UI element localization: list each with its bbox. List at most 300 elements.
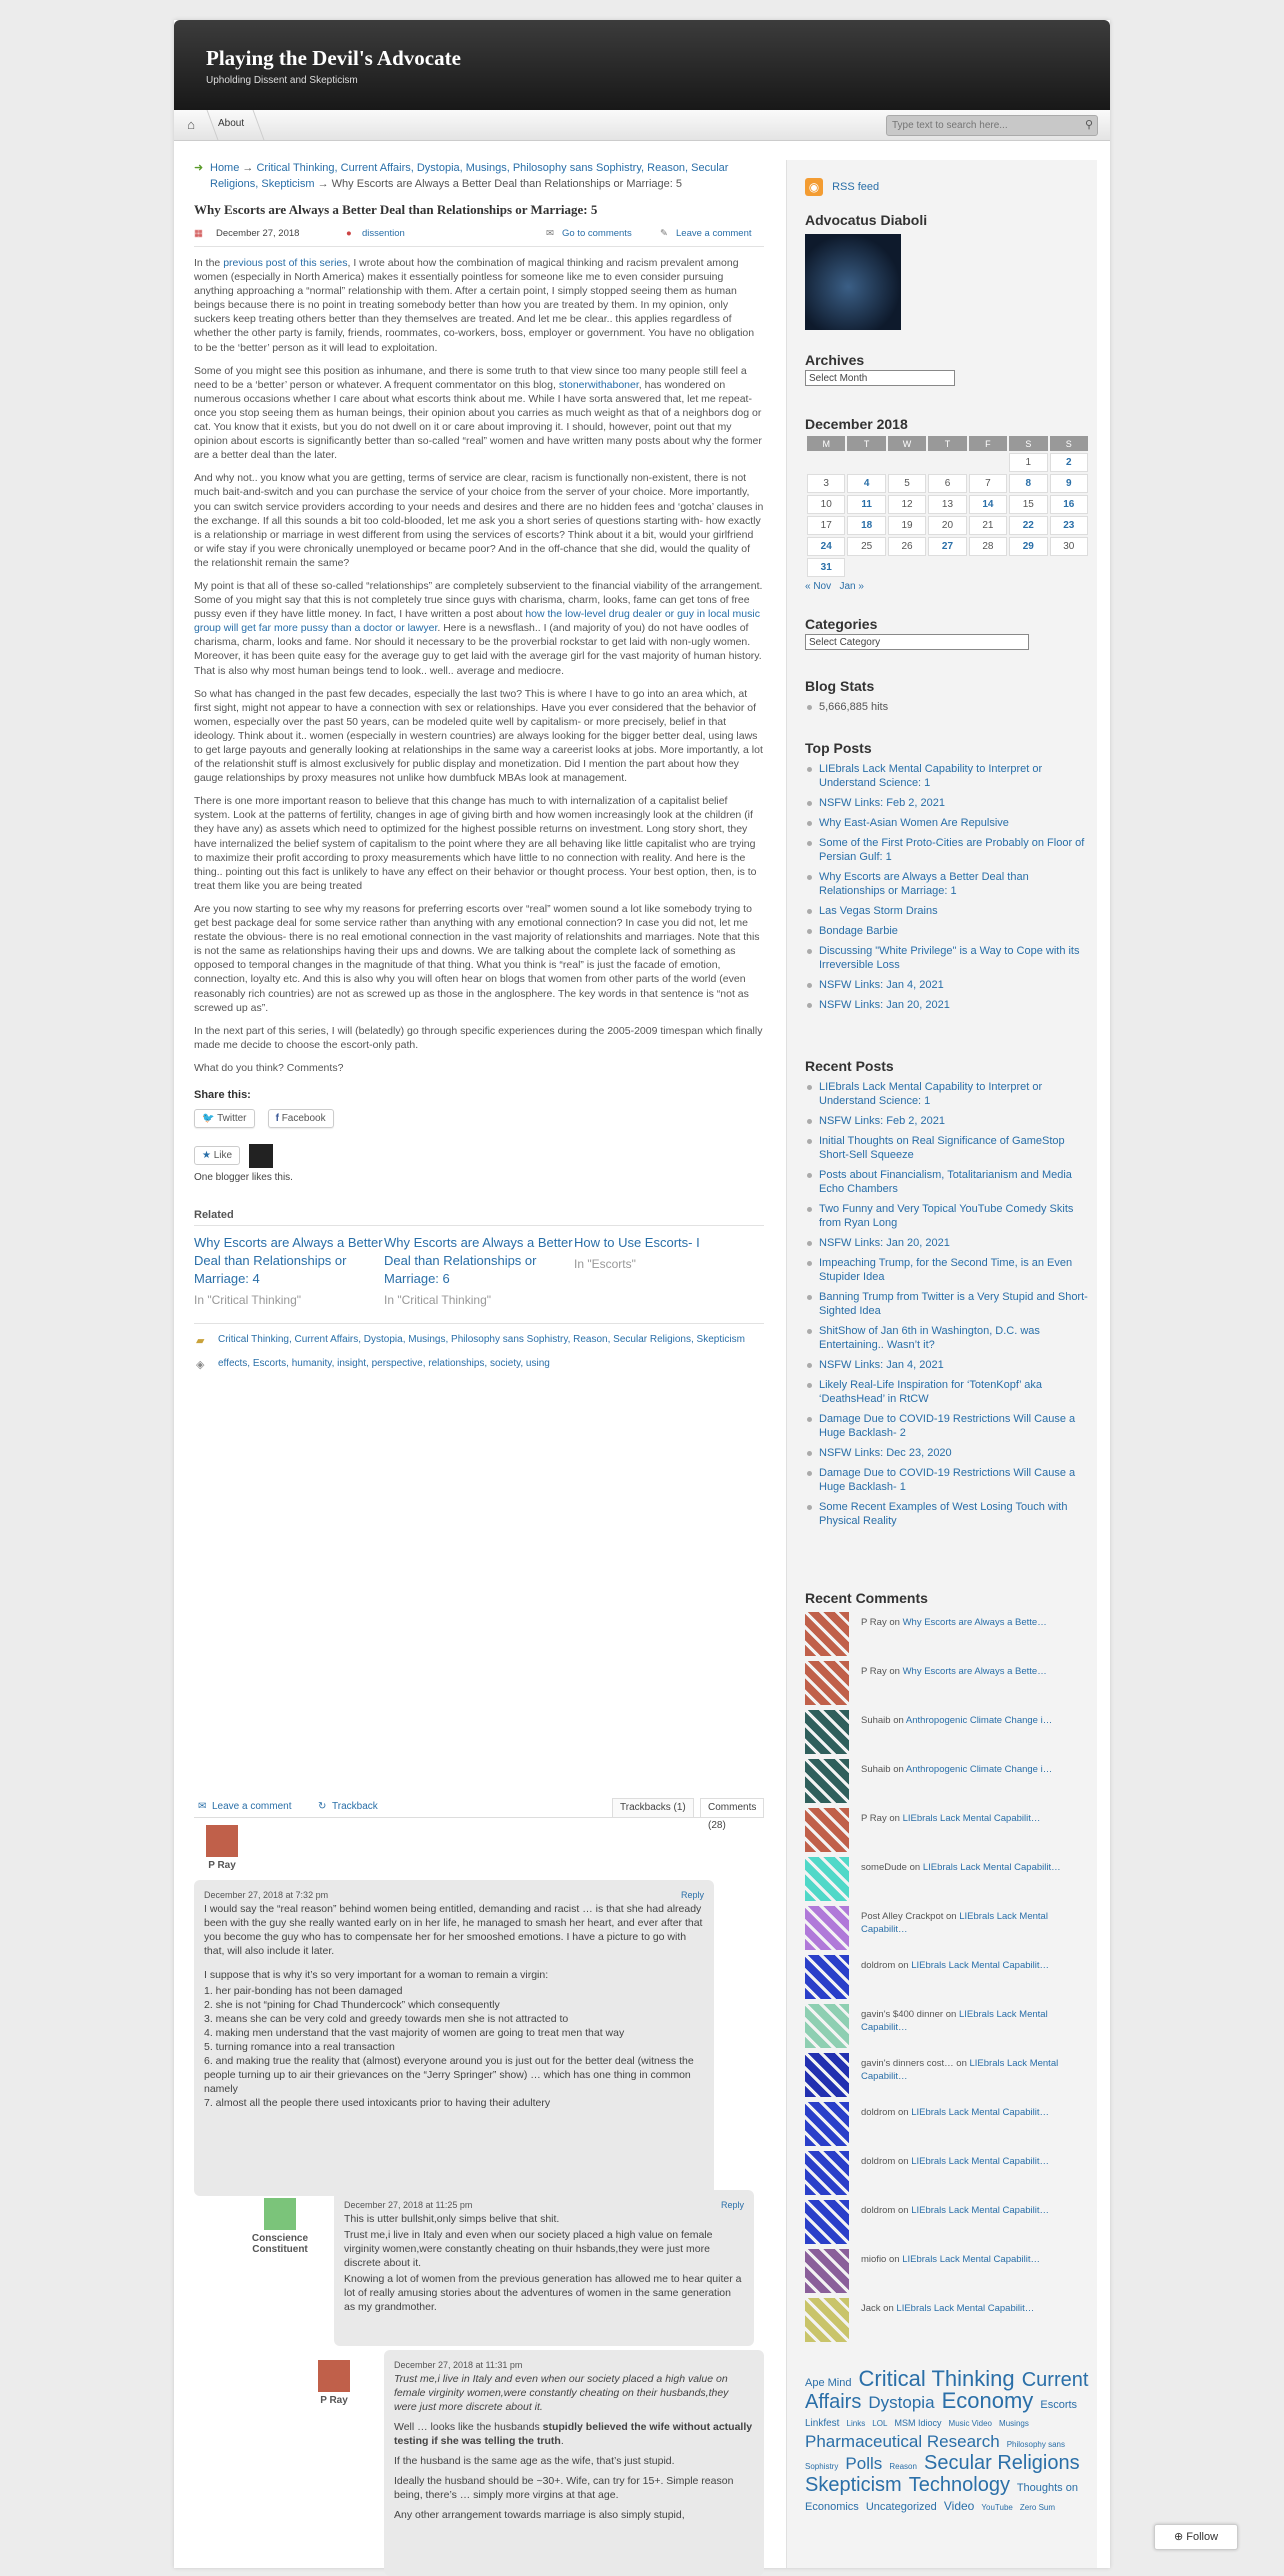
recent-post-link[interactable]: NSFW Links: Feb 2, 2021 [805,1114,1090,1128]
comment-list-item: 3. means she can be very cold and greedy towards men she is not attracted to [204,2013,569,2025]
paragraph: In the next part of this series, I will (belatedly) go through specific experiences during the 2005-2009 timespan which finally made me decide to choose the escort-only path. [194,1024,763,1051]
recent-post-link[interactable]: Some Recent Examples of West Losing Touch with Physical Reality [805,1500,1090,1528]
comment [384,2350,764,2576]
tag-links[interactable]: effects, Escorts, humanity, insight, perspective, relationships, society, using [218,1357,550,1369]
comment-author[interactable]: gavin's dinners cost… [861,2058,954,2069]
commenter-avatar[interactable] [805,2102,849,2146]
text: In the [194,257,224,269]
related-category: In "Escorts" [574,1256,636,1271]
comment-list-item: 2. she is not “pining for Chad Thundercock” which consequently [204,1999,500,2011]
calendar-day: 5 [888,474,926,493]
calendar-pad [1009,558,1047,577]
text: Some of you might see this position as inhumane, and there is some truth to that view since too many people still feel a need to be a ‘better’ person or whatever. A frequent commentator on this blog, [194,364,747,391]
archives-select[interactable]: Select Month [805,370,955,386]
comment-author[interactable]: P Ray [861,1813,887,1824]
recent-post-link[interactable]: ShitShow of Jan 6th in Washington, D.C. was Entertaining.. Wasn’t it? [805,1324,1090,1352]
commenter-avatar[interactable] [805,2200,849,2244]
rss-icon[interactable]: ◉ [805,178,823,196]
text-bold: stupidly believed the wife without actually testing if she was telling the truth [394,2421,753,2447]
paragraph [194,579,764,678]
calendar-day-link[interactable]: 9 [1050,474,1088,493]
calendar-day: 20 [928,516,966,535]
top-posts-list [805,762,1090,1012]
breadcrumb-current: Why Escorts are Always a Better Deal than Relationships or Marriage: 5 [331,178,682,190]
recent-comment-text [861,1910,1089,1936]
calendar-pad [847,453,885,472]
widget-heading: Archives [805,352,865,368]
author-icon: ● [346,228,352,239]
top-post-link[interactable]: Las Vegas Storm Drains [805,904,1090,918]
breadcrumb-categories[interactable]: Critical Thinking, Current Affairs, Dystopia, Musings, Philosophy sans Sophistry, Reason, Secular Religions, Skepticism [210,162,729,190]
recent-comment-text [861,1959,1089,1972]
calendar-day-link[interactable]: 23 [1050,516,1088,535]
commenter-avatar[interactable] [805,2298,849,2342]
search-icon[interactable]: ⚲ [1084,119,1093,131]
breadcrumb-home[interactable]: Home [210,162,240,174]
recent-comment-item [805,1808,1090,1852]
text: on [895,2205,912,2216]
comment-quote: Trust me,i live in Italy and even when our society placed a high value on female virginity women,were constantly cheating on their husbands,they were just more discrete about it. [394,2373,729,2413]
calendar-day: 6 [928,474,966,493]
text: on [886,2254,903,2265]
tag-link[interactable]: Secular Religions [923,2452,1080,2474]
recent-comment-item [805,2298,1090,2342]
comment-author[interactable]: P Ray [208,1860,236,1871]
comment-date[interactable]: December 27, 2018 at 11:25 pm [344,2200,473,2210]
calendar-prev-link[interactable]: « Nov [805,581,832,592]
main-content [194,160,764,1372]
top-post-link[interactable]: NSFW Links: Jan 4, 2021 [805,978,1090,992]
share-title: Share this: [194,1088,251,1101]
top-post-link[interactable]: Discussing "White Privilege" is a Way to Cope with its Irreversible Loss [805,944,1090,972]
recent-comment-text [861,2057,1089,2083]
calendar-day-link[interactable]: 8 [1009,474,1047,493]
comment-icon: ✉ [546,228,554,239]
comment-text: I suppose that is why it’s so very important for a woman to remain a virgin: [204,1969,549,1981]
site-title[interactable]: Playing the Devil's Advocate [206,46,461,70]
tag-link[interactable]: YouTube [981,2503,1013,2512]
tag-link[interactable]: Skepticism [805,2474,902,2496]
recent-comment-item [805,1906,1090,1950]
tag-link[interactable]: Reason [889,2462,917,2471]
label: Facebook [281,1112,326,1124]
recent-post-link[interactable]: NSFW Links: Jan 4, 2021 [805,1358,1090,1372]
calendar-day: 30 [1050,537,1088,556]
comment-author[interactable]: Suhaib [861,1764,891,1775]
breadcrumb-separator: → [317,178,329,190]
text: on [895,1960,912,1971]
tag-cloud-widget [805,2366,1090,2517]
commenter-avatar[interactable] [206,1825,238,1857]
paragraph [194,256,764,355]
text: on [906,1862,923,1873]
commenter-avatar[interactable] [805,1710,849,1754]
tag-link[interactable]: Video [943,2499,975,2513]
top-post-link[interactable]: Bondage Barbie [805,924,1090,938]
top-post-link[interactable]: Some of the First Proto-Cities are Probably on Floor of Persian Gulf: 1 [805,836,1090,864]
tab-comments[interactable]: Comments (28) [700,1798,764,1817]
recent-post-link[interactable]: Damage Due to COVID-19 Restrictions Will Cause a Huge Backlash- 2 [805,1412,1090,1440]
post-title[interactable]: Why Escorts are Always a Better Deal than Relationships or Marriage: 5 [194,202,598,217]
tag-link[interactable]: Musings [999,2419,1029,2428]
tag-link[interactable]: Technology [908,2474,1010,2496]
twitter-icon: 🐦 [202,1112,215,1124]
leave-comment-link[interactable]: Leave a comment [676,228,752,239]
tag-link[interactable]: Music Video [948,2419,992,2428]
comment-text: Trust me,i live in Italy and even when our society placed a high value on female virginity women,were constantly cheating on thuir hsbands,they were just more discrete about it. [344,2229,713,2269]
recent-post-link[interactable]: NSFW Links: Jan 20, 2021 [805,1236,1090,1250]
commenter-avatar[interactable] [805,1955,849,1999]
commenter-avatar[interactable] [264,2198,296,2230]
text: on [880,2303,897,2314]
reply-button[interactable]: Reply [680,1890,704,1900]
text: , I wrote about how the combination of magical thinking and racism prevalent among women (especially in North America) makes it essentially pointless for someone like me to even consider pursuing anything approaching a “normal” relationship with them. After a certain point, I simply stopped seeing them as human beings because there is no point in treating somebody better than how you are treated by them. In my opinion, only suckers keep treating others better than they themselves are treated. And let me be clear.. this applies regardless of whether the other party is family, friends, roommates, co-workers, boss, employer or government. You have no obligation to be the ‘better’ person as it will lead to exploitation. [194,257,755,354]
recent-comment-post-link[interactable]: Anthropogenic Climate Change i… [905,1764,1053,1775]
commenter-link[interactable]: stonerwithaboner [558,378,639,391]
tag-link[interactable]: Links [846,2419,866,2428]
calendar-day: 7 [969,474,1007,493]
tag-link[interactable]: LOL [872,2419,888,2428]
text: . Here is a newsflash.. I (and majority of you) do not have oodles of charisma, charm, looks and fame. Nor should it necessary to be the proverbial rockstar to get laid with non-ugly women. Moreover, it has been quite easy for the average guy to get laid with the average girl for the vast majority of human history. That is also why most human beings tend to look.. well.. average and mediocre. [194,622,762,677]
widget-heading: Recent Posts [805,1058,894,1074]
tag-link[interactable]: Thoughts on Economics [805,2482,1078,2513]
calendar-day-link[interactable]: 31 [807,558,845,577]
trackback-icon: ↻ [318,1801,327,1812]
calendar-day-link[interactable]: 2 [1050,453,1088,472]
commenter-avatar[interactable] [805,1808,849,1852]
comment-author[interactable]: Jack [861,2303,881,2314]
site-header [174,20,1110,110]
weekday-header: F [969,436,1007,451]
comment-author[interactable]: doldrom [861,1960,896,1971]
top-post-link[interactable]: NSFW Links: Feb 2, 2021 [805,796,1090,810]
rss-widget [805,178,1090,198]
recent-comment-text [861,1763,1089,1776]
calendar-day: 26 [888,537,926,556]
recent-comment-post-link[interactable]: LIEbrals Lack Mental Capabilit… [902,2254,1041,2265]
tag-link[interactable]: MSM Idiocy [894,2418,942,2428]
comment-list-item: 5. turning romance into a real transaction [204,2041,395,2053]
recent-comment-post-link[interactable]: LIEbrals Lack Mental Capabilit… [861,2009,1048,2033]
top-post-link[interactable]: LIEbrals Lack Mental Capability to Interpret or Understand Science: 1 [805,762,1090,790]
related-link[interactable]: Why Escorts are Always a Better Deal than Relationships or Marriage: 6 [384,1234,573,1286]
recent-comment-item [805,1955,1090,1999]
paragraph: So what has changed in the past few decades, especially the last two? This is where I have to go into an area which, at first sight, might not appear to have a connection with sex or relationships. Have you ever considered that the behavior of women, especially over the past 50 years, can be modeled quite well by capitalism- or more precisely, belief in that ideology. Think about it.. women (especially in western countries) are always looking for the bigger better deal, using laws to get large payouts and generally looking at relationships in the same way a careerist looks at jobs. More importantly, a lot of the relationshit stuff is almost exclusively for public display and monetization. Did I mention the part about how they gauge relationships by proxy measures not unlike how dumbfuck MBAs look at management. [194,687,763,785]
stats-value: 5,666,885 hits [805,700,1090,714]
calendar-next-link[interactable]: Jan » [839,581,864,592]
related-item [384,1234,574,1309]
recent-posts-list [805,1080,1090,1528]
tag-link[interactable]: Escorts [1040,2399,1078,2411]
comment-text: Any other arrangement towards marriage is also simply stupid, [394,2509,685,2521]
comment-author[interactable]: Conscience Constituent [251,2233,309,2255]
comment-date[interactable]: December 27, 2018 at 7:32 pm [204,1890,329,1900]
recent-comment-text [861,2204,1089,2217]
widget-heading: Top Posts [805,740,872,756]
calendar-pad [847,558,885,577]
comment-author[interactable]: doldrom [861,2107,896,2118]
calendar-day-link[interactable]: 4 [847,474,885,493]
previous-post-link[interactable]: previous post of this series [223,257,348,269]
calendar-pad [969,453,1007,472]
follow-button[interactable] [1154,2524,1238,2550]
related-heading: Related [194,1209,764,1226]
related-posts [194,1234,764,1309]
tag-link[interactable]: Ape Mind [805,2377,852,2389]
commenter-avatar[interactable] [318,2360,350,2392]
related-item [574,1234,764,1309]
recent-post-link[interactable]: Damage Due to COVID-19 Restrictions Will Cause a Huge Backlash- 1 [805,1466,1090,1494]
commenter-avatar[interactable] [805,1661,849,1705]
label: Like [213,1150,233,1162]
calendar-day-link[interactable]: 24 [807,537,845,556]
breadcrumb [194,160,764,192]
calendar-day-link[interactable]: 27 [928,537,966,556]
related-link[interactable]: Why Escorts are Always a Better Deal than Relationships or Marriage: 4 [194,1234,383,1286]
profile-image[interactable] [805,234,901,330]
calendar-day: 1 [1009,453,1047,472]
star-icon: ★ [202,1150,211,1162]
text: on [886,1617,903,1628]
paragraph: What do you think? Comments? [194,1061,344,1074]
calendar-day-link[interactable]: 14 [969,495,1007,514]
calendar-day-link[interactable]: 16 [1050,495,1088,514]
folder-icon: ▰ [196,1334,205,1347]
tag-link[interactable]: Pharmaceutical Research [805,2432,1000,2451]
recent-post-link[interactable]: Banning Trump from Twitter is a Very Stupid and Short-Sighted Idea [805,1290,1090,1318]
tag-cloud [805,2366,1090,2517]
commenter-avatar[interactable] [805,1857,849,1901]
calendar-day-link[interactable]: 11 [847,495,885,514]
recent-comment-item [805,2249,1090,2293]
text: on [943,2009,959,2020]
calendar-pad [807,453,845,472]
recent-comment-item [805,2200,1090,2244]
calendar-day: 25 [847,537,885,556]
widget-heading: Blog Stats [805,678,875,694]
top-post-link[interactable]: Why Escorts are Always a Better Deal than Relationships or Marriage: 1 [805,870,1090,898]
calendar-day: 3 [807,474,845,493]
recent-comment-item [805,1759,1090,1803]
comment-author[interactable]: P Ray [861,1617,887,1628]
post-body [194,256,764,1075]
recent-comment-text [861,1665,1089,1678]
recent-comment-item [805,2102,1090,2146]
comment-author[interactable]: Post Alley Crackpot [861,1911,944,1922]
twitter-share-button[interactable] [194,1109,255,1128]
tag-link[interactable]: Linkfest [805,2418,840,2429]
rss-feed-link[interactable]: RSS feed [832,180,880,193]
comment-author[interactable]: doldrom [861,2156,896,2167]
calendar-caption: December 2018 [805,416,908,432]
related-category: In "Critical Thinking" [384,1292,492,1307]
calendar-day: 17 [807,516,845,535]
recent-post-link[interactable]: Posts about Financialism, Totalitarianism and Media Echo Chambers [805,1168,1090,1196]
recent-comments-widget [805,1590,1090,2430]
post-categories [194,1323,764,1348]
calendar-day: 13 [928,495,966,514]
tag-link[interactable]: Critical Thinking [858,2366,1015,2391]
comment-text: Ideally the husband should be ~30+. Wife, can try for 15+. Simple reason being, there’s … simply more virgins at that age. [394,2475,734,2501]
comment-list-item: 6. and making true the reality that (almost) everyone around you is just out for the better deal (witness the people turning up to air their grievances on the “Jerry Springer” show) … which has one thing in common namely [204,2055,694,2095]
recent-comment-post-link[interactable]: LIEbrals Lack Mental Capabilit… [896,2303,1035,2314]
commenter-avatar[interactable] [805,1612,849,1656]
calendar-pad [1050,558,1088,577]
page-wrapper [174,20,1110,2568]
text: . [560,2435,564,2447]
recent-post-link[interactable]: LIEbrals Lack Mental Capability to Interpret or Understand Science: 1 [805,1080,1090,1108]
recent-comment-post-link[interactable]: LIEbrals Lack Mental Capabilit… [861,2058,1059,2082]
search-box [886,115,1098,136]
recent-comment-post-link[interactable]: Anthropogenic Climate Change i… [905,1715,1053,1726]
top-post-link[interactable]: NSFW Links: Jan 20, 2021 [805,998,1090,1012]
tag-link[interactable]: Polls [845,2454,883,2473]
comment-author[interactable]: someDude [861,1862,907,1873]
recent-comment-text [861,2302,1089,2315]
tab-trackbacks[interactable]: Trackbacks (1) [612,1798,694,1817]
comment-author[interactable]: P Ray [320,2395,348,2406]
calendar-pad [888,558,926,577]
recent-comment-post-link[interactable]: Why Escorts are Always a Bette… [902,1666,1047,1677]
like-box [194,1144,764,1183]
recent-post-link[interactable]: Impeaching Trump, for the Second Time, is an Even Stupider Idea [805,1256,1090,1284]
recent-post-link[interactable]: Two Funny and Very Topical YouTube Comedy Skits from Ryan Long [805,1202,1090,1230]
calendar-day-link[interactable]: 22 [1009,516,1047,535]
label: Twitter [217,1112,247,1124]
leave-comment-link[interactable]: Leave a comment [212,1801,292,1812]
calendar-day-link[interactable]: 29 [1009,537,1047,556]
post-tags [194,1348,764,1372]
post-date: December 27, 2018 [216,228,300,239]
comment-author[interactable]: gavin's $400 dinner [861,2009,944,2020]
tag-icon: ◈ [196,1358,205,1371]
archives-widget [805,352,1090,386]
recent-comment-post-link[interactable]: LIEbrals Lack Mental Capabilit… [902,1813,1041,1824]
search-input[interactable] [890,118,1074,133]
commenter-avatar[interactable] [805,2004,849,2048]
recent-comment-item [805,2151,1090,2195]
label: Follow [1186,2531,1219,2543]
tag-link[interactable]: Economy [941,2388,1034,2413]
home-icon[interactable]: ⌂ [187,117,195,132]
comment-author[interactable]: P Ray [861,1666,887,1677]
liker-avatar[interactable] [249,1144,273,1168]
commenter-avatar[interactable] [805,1906,849,1950]
categories-select[interactable]: Select Category [805,634,1029,650]
tag-link[interactable]: Zero Sum [1019,2503,1056,2512]
reply-button[interactable]: Reply [720,2200,744,2210]
tag-link[interactable]: Current Affairs [805,2369,1089,2413]
calendar-day-link[interactable]: 18 [847,516,885,535]
recent-comment-text [861,1861,1089,1874]
recent-comment-post-link[interactable]: Why Escorts are Always a Bette… [902,1617,1047,1628]
facebook-icon: f [275,1112,279,1124]
recent-comment-text [861,2106,1089,2119]
trackback-link[interactable]: Trackback [332,1801,378,1812]
calendar-day: 19 [888,516,926,535]
tag-link[interactable]: Dystopia [868,2393,935,2412]
recent-comment-post-link[interactable]: LIEbrals Lack Mental Capabilit… [911,2107,1050,2118]
like-button[interactable] [194,1146,240,1165]
commenter-avatar[interactable] [805,2249,849,2293]
paragraph: There is one more important reason to believe that this change has much to with internalization of a capitalist belief system. Look at the patterns of fertility, changes in age of giving birth and how women increasingly look at the children (if they have any) as assets which need to optimized for the highest possible returns on investment. Long story short, they have internalized the belief system of capitalism to the point where they are all behaving like little capitalist who are trying to maximize their profit according to proxy measurements which have little to no connection with reality. And here is the thing.. pointing out this fact is unlikely to have any effect on their behavior or thought process. Your best option, then, is to treat them like you are being treated [194,795,757,892]
recent-comment-text [861,1812,1089,1825]
commenter-avatar[interactable] [805,2151,849,2195]
commenter-avatar[interactable] [805,2053,849,2097]
recent-comment-item [805,2004,1090,2048]
facebook-share-button[interactable] [268,1109,334,1128]
recent-post-link[interactable]: NSFW Links: Dec 23, 2020 [805,1446,1090,1460]
text: on [886,1666,903,1677]
tag-link[interactable]: Philosophy sans Sophistry [805,2440,1065,2471]
tag-link[interactable]: Uncategorized [865,2501,937,2513]
recent-post-link[interactable]: Initial Thoughts on Real Significance of GameStop Short-Sell Squeeze [805,1134,1090,1162]
pencil-icon: ✎ [660,228,668,239]
calendar-pad [969,558,1007,577]
recent-comment-post-link[interactable]: LIEbrals Lack Mental Capabilit… [911,2156,1050,2167]
post-link[interactable]: how the low-level drug dealer or guy in local music group will get far more pussy than a doctor or lawyer [194,608,760,635]
weekday-header: T [928,436,966,451]
top-post-link[interactable]: Why East-Asian Women Are Repulsive [805,816,1090,830]
commenter-avatar[interactable] [805,1759,849,1803]
comment-list-item: 1. her pair-bonding has not been damaged [204,1985,403,1997]
calendar-nav [805,581,1090,592]
goto-comments-link[interactable]: Go to comments [562,228,632,239]
comment [194,1880,714,2196]
weekday-header: T [847,436,885,451]
categories-widget [805,616,1090,650]
recent-comment-post-link[interactable]: LIEbrals Lack Mental Capabilit… [861,1911,1048,1935]
related-link[interactable]: How to Use Escorts- I [574,1234,700,1250]
calendar-pad [928,558,966,577]
text: My point is that all of these so-called “relationships” are completely subservient to the financial viability of the arrangement. Some of you might say that this is not completely true since guys with charisma, charm, looks, fame can get tons of free pussy even if they have little money. In fact, I have written a post about [194,579,763,621]
like-note: One blogger likes this. [194,1171,293,1183]
recent-comment-post-link[interactable]: LIEbrals Lack Mental Capabilit… [922,1862,1061,1873]
recent-comment-post-link[interactable]: LIEbrals Lack Mental Capabilit… [911,2205,1050,2216]
comment-text: I would say the “real reason” behind women being entitled, demanding and racist … is that she had already been with the guy she really wanted early on in her life, he managed to smash her heart, and ever after that you become the guy who has to compensate her for her smooshed emotions. I have a picture to go with that, will also include it later. [204,1903,703,1957]
post-author[interactable]: dissention [362,228,405,239]
site-description: Upholding Dissent and Skepticism [206,75,358,86]
related-category: In "Critical Thinking" [194,1292,302,1307]
recent-comment-text [861,1714,1089,1727]
comment-author[interactable]: Suhaib [861,1715,891,1726]
category-links[interactable]: Critical Thinking, Current Affairs, Dystopia, Musings, Philosophy sans Sophistry, Reason, Secular Religions, Skepticism [218,1333,745,1345]
calendar-day: 28 [969,537,1007,556]
post-meta [194,226,764,247]
paragraph: And why not.. you know what you are getting, terms of service are clear, racism is functionally non-existent, there is not much bait-and-switch and you can purchase the service of your choice from the server of your choice. More importantly, you can switch service providers according to your needs and desires and there are no hidden fees and ‘gotcha’ clauses in the exchange. If all this sounds a bit too cold-blooded, let me ask you a short series of questions starting with- how exactly is a relationship or marriage in west different from using the services of escorts? Think about it a bit, would your girlfriend or wife stay if you were chronically unemployed or became poor? And in the off-chance that she did, would the quality of the relationshit remain the same? [194,472,764,569]
paragraph: Are you now starting to see why my reasons for preferring escorts over “real” women sound a lot like somebody trying to get best package deal for some service rather than anything with any emotional connection? In case you did not, let me restate the obvious- there is no real emotional connection in the vast majority of relationshits and marriages. Note that this is not the same as relationships having their ups and downs. We are talking about the complete lack of something as opposed to temporal changes in the magnitude of that thing. What you think is “real” is just the facade of emotion, connection, loyalty etc. And this is also why you will often hear on blogs that women from other parts of the world (even reasonably rich countries) are not as screwed up as those in the anglosphere. The key words in that sentence is “not as screwed up as”. [194,902,760,1014]
comment-author[interactable]: miofio [861,2254,887,2265]
calendar-day: 12 [888,495,926,514]
nav-about-link[interactable]: About [218,118,245,129]
advocatus-widget [805,212,1090,330]
comment-date[interactable]: December 27, 2018 at 11:31 pm [394,2360,523,2370]
comment-author[interactable]: doldrom [861,2205,896,2216]
widget-heading: Categories [805,616,878,632]
text: on [943,1911,960,1922]
text: on [895,2156,912,2167]
weekday-header: W [888,436,926,451]
weekday-header: S [1050,436,1088,451]
text: on [890,1764,906,1775]
paragraph [194,364,764,463]
comment-text: Knowing a lot of women from the previous generation has allowed me to hear quiter a lot of really amusing stories about the adventures of women in the same generation as my grandmother. [344,2273,742,2313]
recent-post-link[interactable]: Likely Real-Life Inspiration for ‘TotenKopf’ aka ‘DeathsHead’ in RtCW [805,1378,1090,1406]
calendar-day: 10 [807,495,845,514]
blog-stats-widget [805,678,1090,720]
breadcrumb-separator: → [242,162,254,174]
recent-comment-post-link[interactable]: LIEbrals Lack Mental Capabilit… [911,1960,1050,1971]
